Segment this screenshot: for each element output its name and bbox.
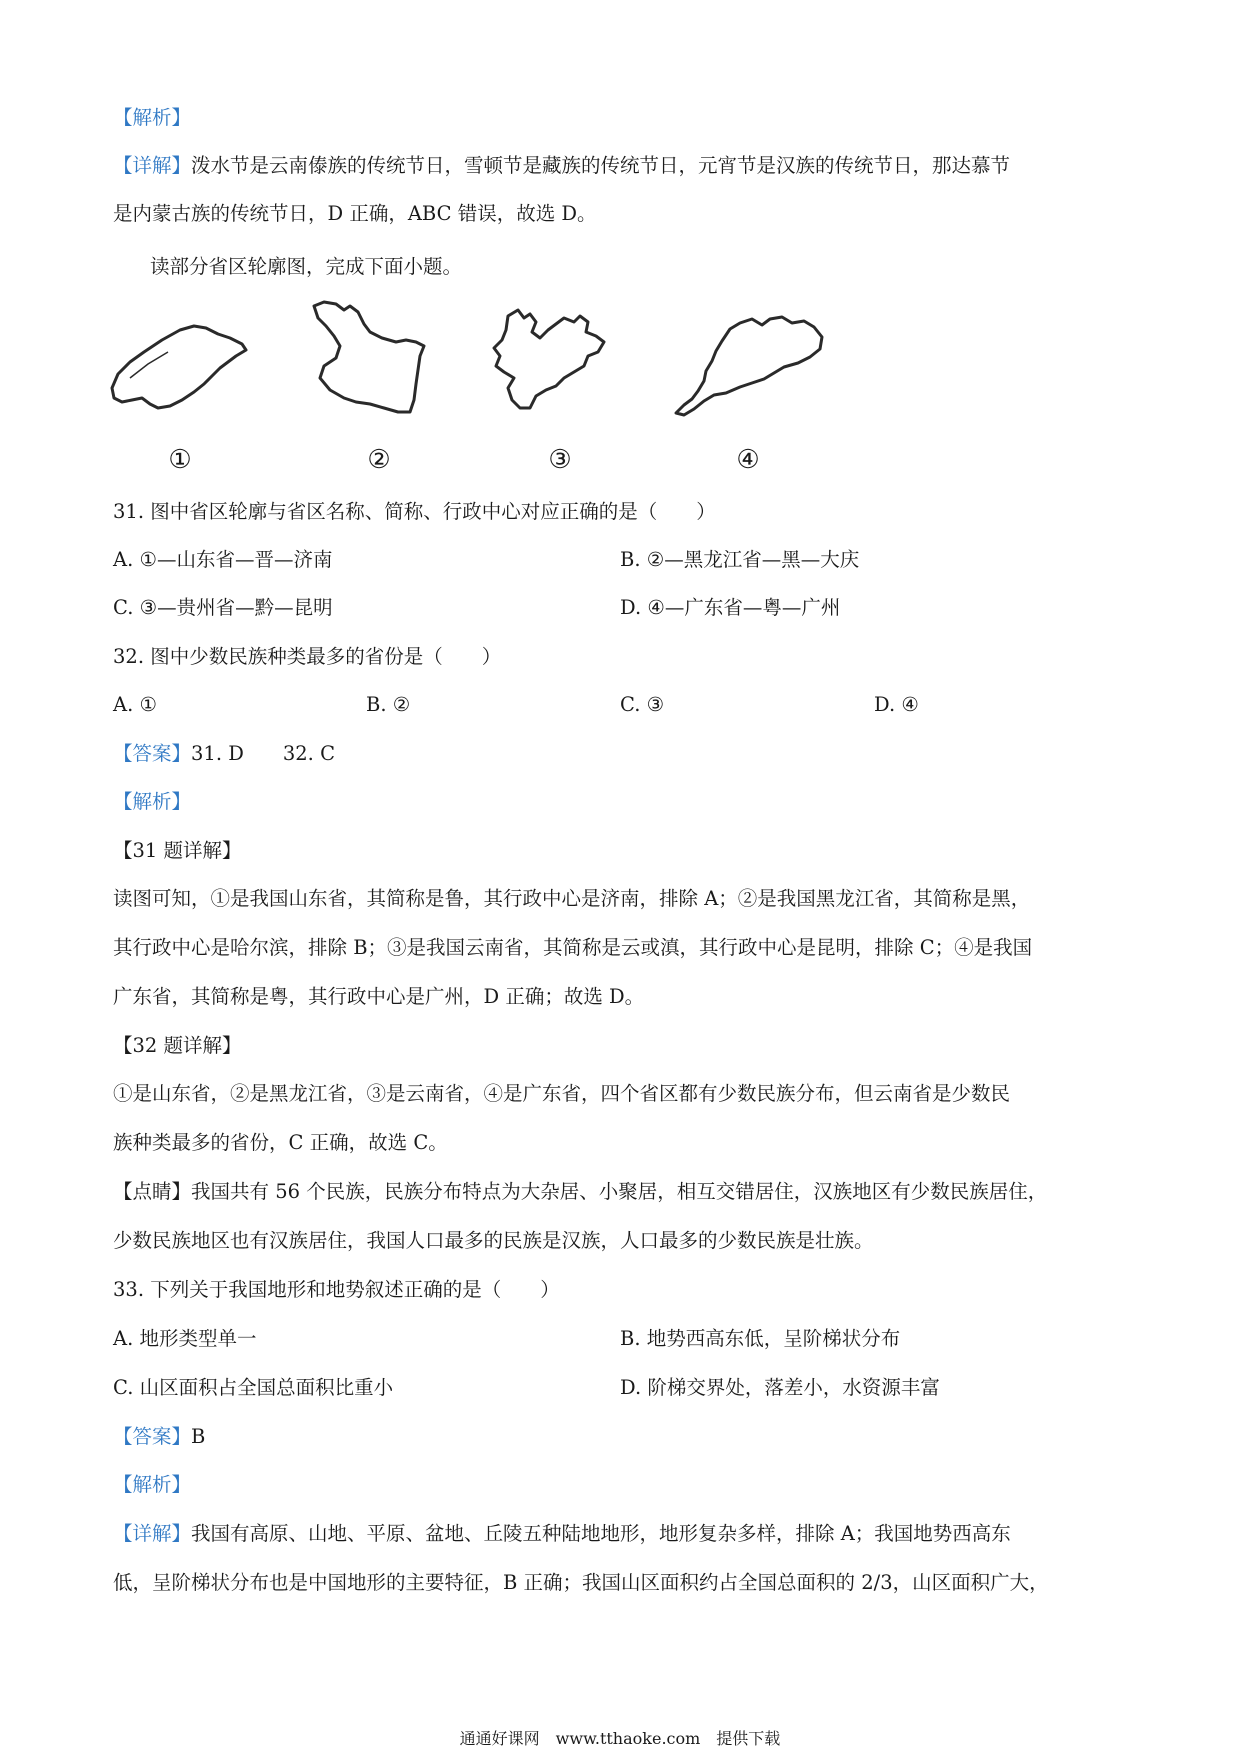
q32-option-a: A. ① [113, 693, 157, 716]
q32-option-c: C. ③ [620, 693, 665, 716]
map-label-3: ③ [548, 445, 572, 475]
map-label-4: ④ [736, 445, 760, 475]
answer-tag: 【答案】 [113, 742, 192, 765]
analysis-tag: 【解析】 [113, 106, 192, 129]
q31-option-c: C. ③—贵州省—黔—昆明 [113, 596, 333, 619]
answer-text: 31. D 32. C [191, 742, 335, 765]
q33-detail-text-1: 我国有高原、山地、平原、盆地、丘陵五种陆地地形，地形复杂多样，排除 A；我国地势西高东 [191, 1522, 1011, 1545]
key-point-line-2: 少数民族地区也有汉族居住，我国人口最多的民族是汉族，人口最多的少数民族是壮族。 [113, 1229, 874, 1252]
detail-text-1: 泼水节是云南傣族的传统节日，雪顿节是藏族的传统节日，元宵节是汉族的传统节日，那达慕节 [191, 154, 1011, 177]
q31-detail-line-2: 其行政中心是哈尔滨，排除 B；③是我国云南省，其简称是云或滇，其行政中心是昆明，排除 C；④是我国 [113, 936, 1033, 959]
q31-detail-tag: 【31 题详解】 [113, 839, 242, 862]
map-intro: 读部分省区轮廓图，完成下面小题。 [150, 255, 463, 278]
q33-option-c: C. 山区面积占全国总面积比重小 [113, 1376, 394, 1399]
map-yunnan-outline [492, 308, 612, 418]
q31-option-b: B. ②—黑龙江省—黑—大庆 [620, 548, 860, 571]
detail-tag: 【详解】 [113, 154, 192, 177]
q33-option-a: A. 地形类型单一 [113, 1327, 257, 1350]
q31-stem: 31. 图中省区轮廓与省区名称、简称、行政中心对应正确的是（ ） [113, 500, 716, 523]
q31-detail-line-1: 读图可知，①是我国山东省，其简称是鲁，其行政中心是济南，排除 A；②是我国黑龙江省，其简称是黑， [113, 887, 1031, 910]
q33-option-d: D. 阶梯交界处，落差小，水资源丰富 [620, 1376, 940, 1399]
q33-option-b: B. 地势西高东低，呈阶梯状分布 [620, 1327, 901, 1350]
answer-33-text: B [191, 1425, 206, 1448]
map-shandong-outline [108, 318, 248, 418]
footer-source: 通通好课网 www.tthaoke.com 提供下载 [459, 1729, 781, 1748]
key-point-text-1: 我国共有 56 个民族，民族分布特点为大杂居、小聚居，相互交错居住，汉族地区有少数民族居住， [191, 1180, 1048, 1203]
q32-option-b: B. ② [366, 693, 411, 716]
map-heilongjiang-outline [310, 300, 430, 420]
map-guangdong-outline [670, 315, 830, 425]
analysis-tag-2: 【解析】 [113, 790, 192, 813]
key-point-line-1 [113, 1178, 1047, 1206]
answer-33 [113, 1423, 205, 1451]
q33-detail-line-1 [113, 1520, 1011, 1548]
q32-detail-tag: 【32 题详解】 [113, 1034, 242, 1057]
map-label-1: ① [168, 445, 192, 475]
analysis-tag-3: 【解析】 [113, 1473, 192, 1496]
q33-detail-line-2: 低，呈阶梯状分布也是中国地形的主要特征，B 正确；我国山区面积约占全国总面积的 2/3，山区面积广大， [113, 1571, 1049, 1594]
q31-option-d: D. ④—广东省—粤—广州 [620, 596, 841, 619]
q33-stem: 33. 下列关于我国地形和地势叙述正确的是（ ） [113, 1278, 560, 1301]
q32-stem: 32. 图中少数民族种类最多的省份是（ ） [113, 645, 502, 668]
answer-33-tag: 【答案】 [113, 1425, 192, 1448]
q32-option-d: D. ④ [874, 693, 919, 716]
answer-31-32 [113, 740, 335, 768]
key-point-tag: 【点睛】 [113, 1180, 192, 1203]
q33-detail-tag: 【详解】 [113, 1522, 192, 1545]
detail-paragraph-line-1 [113, 152, 1010, 180]
q32-detail-line-1: ①是山东省，②是黑龙江省，③是云南省，④是广东省，四个省区都有少数民族分布，但云南省是少数民 [113, 1082, 1011, 1105]
q31-option-a: A. ①—山东省—晋—济南 [113, 548, 333, 571]
q32-detail-line-2: 族种类最多的省份，C 正确，故选 C。 [113, 1131, 448, 1154]
q31-detail-line-3: 广东省，其简称是粤，其行政中心是广州，D 正确；故选 D。 [113, 985, 645, 1008]
detail-text-2: 是内蒙古族的传统节日，D 正确，ABC 错误，故选 D。 [113, 202, 597, 225]
map-label-2: ② [367, 445, 391, 475]
